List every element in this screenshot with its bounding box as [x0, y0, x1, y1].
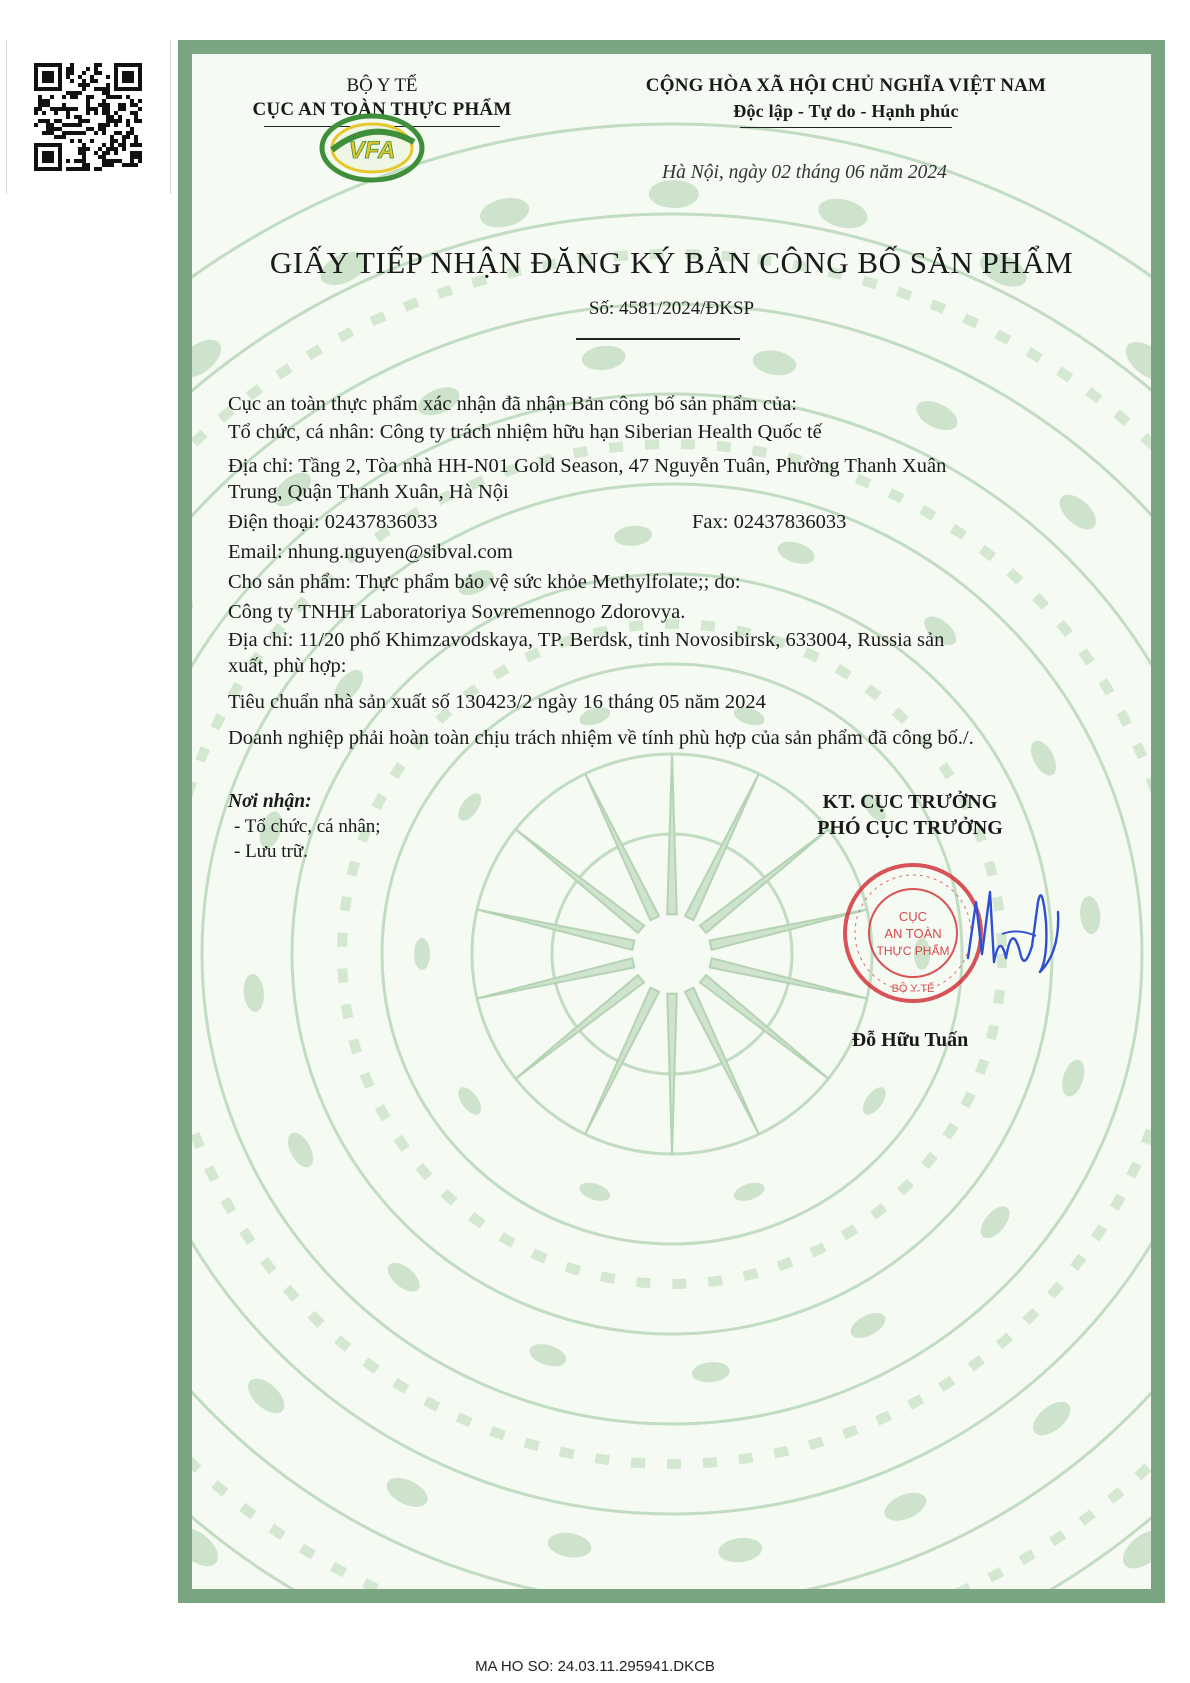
handwritten-signature	[962, 862, 1072, 992]
vfa-logo-text: VFA	[348, 137, 396, 164]
stamp-text-1: CỤC	[898, 909, 928, 924]
motto-underline	[740, 127, 952, 128]
country-name: CỘNG HÒA XÃ HỘI CHỦ NGHĨA VIỆT NAM	[645, 75, 1047, 96]
manufacturer-address-2: xuất, phù hợp:	[228, 655, 347, 677]
standard-line: Tiêu chuẩn nhà sản xuất số 130423/2 ngày 16 tháng 05 năm 2024	[228, 691, 766, 713]
organization-line: Tổ chức, cá nhân: Công ty trách nhiệm hữu hạn Siberian Health Quốc tế	[228, 421, 822, 443]
left-margin-rule	[6, 40, 7, 194]
address-line-1: Địa chỉ: Tầng 2, Tòa nhà HH-N01 Gold Season, 47 Nguyễn Tuân, Phường Thanh Xuân	[228, 455, 947, 477]
stamp-text-3: THỰC PHẨM	[876, 944, 950, 958]
issue-date: Hà Nội, ngày 02 tháng 06 năm 2024	[662, 162, 947, 183]
signer-title-2: PHÓ CỤC TRƯỞNG	[817, 817, 1003, 839]
phone-line: Điện thoại: 02437836033	[228, 511, 438, 533]
ministry-name: BỘ Y TẾ	[346, 75, 418, 96]
email-line: Email: nhung.nguyen@sibval.com	[228, 541, 513, 563]
product-line: Cho sản phẩm: Thực phẩm bảo vệ sức khỏe Methylfolate;; do:	[228, 571, 741, 593]
agency-name: CỤC AN TOÀN THỰC PHẨM	[252, 99, 512, 120]
stamp-ring-text: BỘ Y TẾ	[891, 983, 935, 995]
document-title: GIẤY TIẾP NHẬN ĐĂNG KÝ BẢN CÔNG BỐ SẢN PHẨM	[269, 245, 1074, 280]
vfa-logo	[318, 112, 426, 184]
national-motto: Độc lập - Tự do - Hạnh phúc	[733, 101, 959, 121]
signer-title-1: KT. CỤC TRƯỞNG	[822, 791, 998, 813]
recipient-item: - Lưu trữ.	[234, 841, 308, 862]
manufacturer-address-1: Địa chỉ: 11/20 phố Khimzavodskaya, TP. Berdsk, tỉnh Novosibirsk, 633004, Russia sản	[228, 629, 945, 651]
qr-code	[34, 63, 142, 171]
recipients-heading: Nơi nhận:	[228, 791, 312, 812]
signer-name: Đỗ Hữu Tuấn	[851, 1029, 969, 1051]
frame-margin-rule	[170, 40, 171, 194]
manufacturer-line: Công ty TNHH Laboratoriya Sovremennogo Zdorovya.	[228, 601, 686, 623]
responsibility-line: Doanh nghiệp phải hoàn toàn chịu trách nhiệm về tính phù hợp của sản phẩm đã công bố./.	[228, 727, 974, 749]
body-intro: Cục an toàn thực phẩm xác nhận đã nhận Bản công bố sản phẩm của:	[228, 393, 797, 415]
fax-line: Fax: 02437836033	[692, 511, 847, 533]
document-number: Số: 4581/2024/ĐKSP	[588, 298, 755, 319]
address-line-2: Trung, Quận Thanh Xuân, Hà Nội	[228, 481, 509, 503]
title-underline	[576, 338, 740, 340]
dossier-code: MA HO SO: 24.03.11.295941.DKCB	[475, 1658, 715, 1675]
recipient-item: - Tổ chức, cá nhân;	[234, 816, 381, 837]
stamp-text-2: AN TOÀN	[884, 926, 942, 941]
